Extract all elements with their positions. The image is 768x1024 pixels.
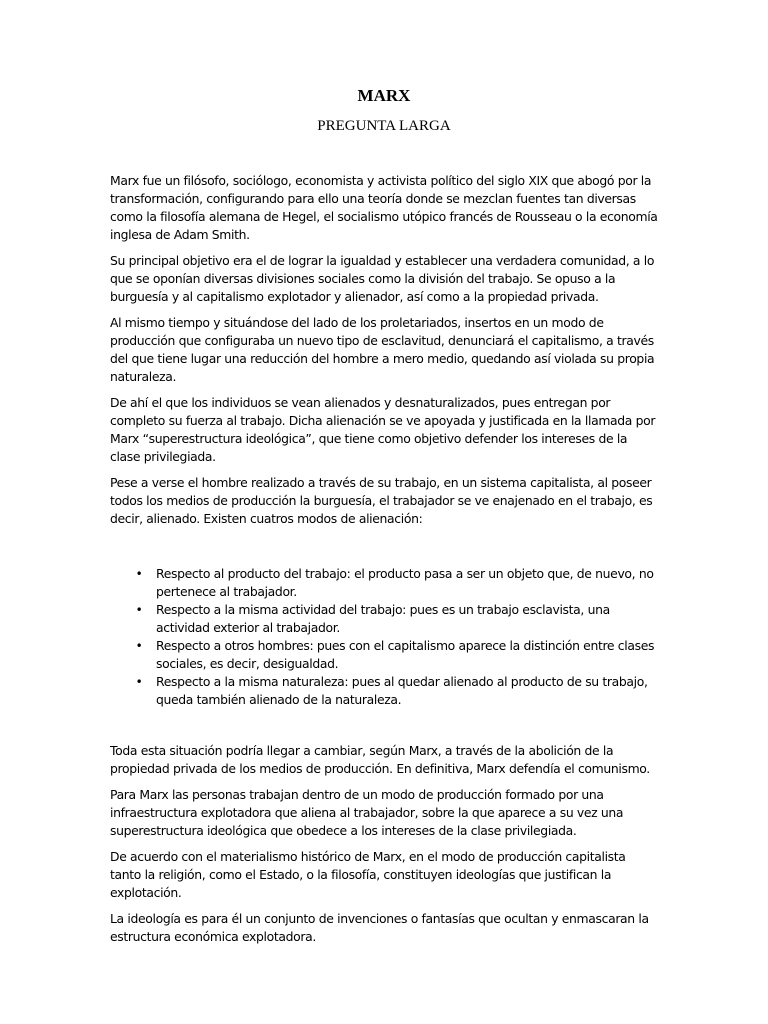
- intro-section: [110, 172, 660, 536]
- conclusion-section: [110, 742, 660, 954]
- paragraph: Su principal objetivo era el de lograr la igualdad y establecer una verdadera comunidad, a lo que se oponían diversas divisiones sociales como la división del trabajo. Se opuso a la burguesía y al capitalismo explotador y alienador, así como a la propiedad privada.: [110, 253, 655, 304]
- bullet-icon: •: [135, 639, 143, 653]
- paragraph: Toda esta situación podría llegar a cambiar, según Marx, a través de la abolición de la propiedad privada de los medios de producción. En definitiva, Marx defendía el comunismo.: [110, 743, 650, 776]
- bullet-icon: •: [135, 603, 143, 617]
- paragraph: Al mismo tiempo y situándose del lado de los proletariados, insertos en un modo de producción que configuraba un nuevo tipo de esclavitud, denunciará el capitalismo, a través del que tiene lugar una reducción del hombre a mero medio, quedando así violada su propia naturaleza.: [110, 315, 655, 384]
- list-item-text: Respecto a otros hombres: pues con el capitalismo aparece la distinción entre clases sociales, es decir, desigualdad.: [156, 638, 655, 671]
- paragraph: De acuerdo con el materialismo histórico de Marx, en el modo de producción capitalista tanto la religión, como el Estado, o la filosofía, constituyen ideologías que justifican la explotación.: [110, 849, 626, 900]
- document-title: MARX: [357, 86, 411, 105]
- alienation-list: [110, 565, 660, 709]
- list-item: [110, 673, 660, 709]
- bullet-icon: •: [135, 567, 143, 581]
- list-item: [110, 637, 660, 673]
- paragraph: La ideología es para él un conjunto de invenciones o fantasías que ocultan y enmascaran la estructura económica explotadora.: [110, 911, 649, 944]
- list-item-text: Respecto a la misma actividad del trabajo: pues es un trabajo esclavista, una actividad exterior al trabajador.: [156, 602, 610, 635]
- list-item: [110, 601, 660, 637]
- list-item-text: Respecto a la misma naturaleza: pues al quedar alienado al producto de su trabajo, queda también alienado de la naturaleza.: [156, 674, 648, 707]
- bullet-icon: •: [135, 675, 143, 689]
- document-subtitle: PREGUNTA LARGA: [317, 118, 451, 134]
- paragraph: Para Marx las personas trabajan dentro de un modo de producción formado por una infraestructura explotadora que aliena al trabajador, sobre la que aparece a su vez una superestructura ideológica que obedece a los intereses de la clase privilegiada.: [110, 787, 624, 838]
- paragraph: Pese a verse el hombre realizado a través de su trabajo, en un sistema capitalista, al poseer todos los medios de producción la burguesía, el trabajador se ve enajenado en el trabajo, es decir, alienado. Existen cuatros modos de alienación:: [110, 475, 653, 526]
- list-item-text: Respecto al producto del trabajo: el producto pasa a ser un objeto que, de nuevo, no pertenece al trabajador.: [156, 566, 654, 599]
- list-item: [110, 565, 660, 601]
- paragraph: De ahí el que los individuos se vean alienados y desnaturalizados, pues entregan por completo su fuerza al trabajo. Dicha alienación se ve apoyada y justificada en la llamada por Marx “superestructura ideológica”, que tiene como objetivo defender los intereses de la clase privilegiada.: [110, 395, 656, 464]
- paragraph: Marx fue un filósofo, sociólogo, economista y activista político del siglo XIX que abogó por la transformación, configurando para ello una teoría donde se mezclan fuentes tan diversas como la filosofía alemana de Hegel, el socialismo utópico francés de Rousseau o la economía inglesa de Adam Smith.: [110, 173, 658, 242]
